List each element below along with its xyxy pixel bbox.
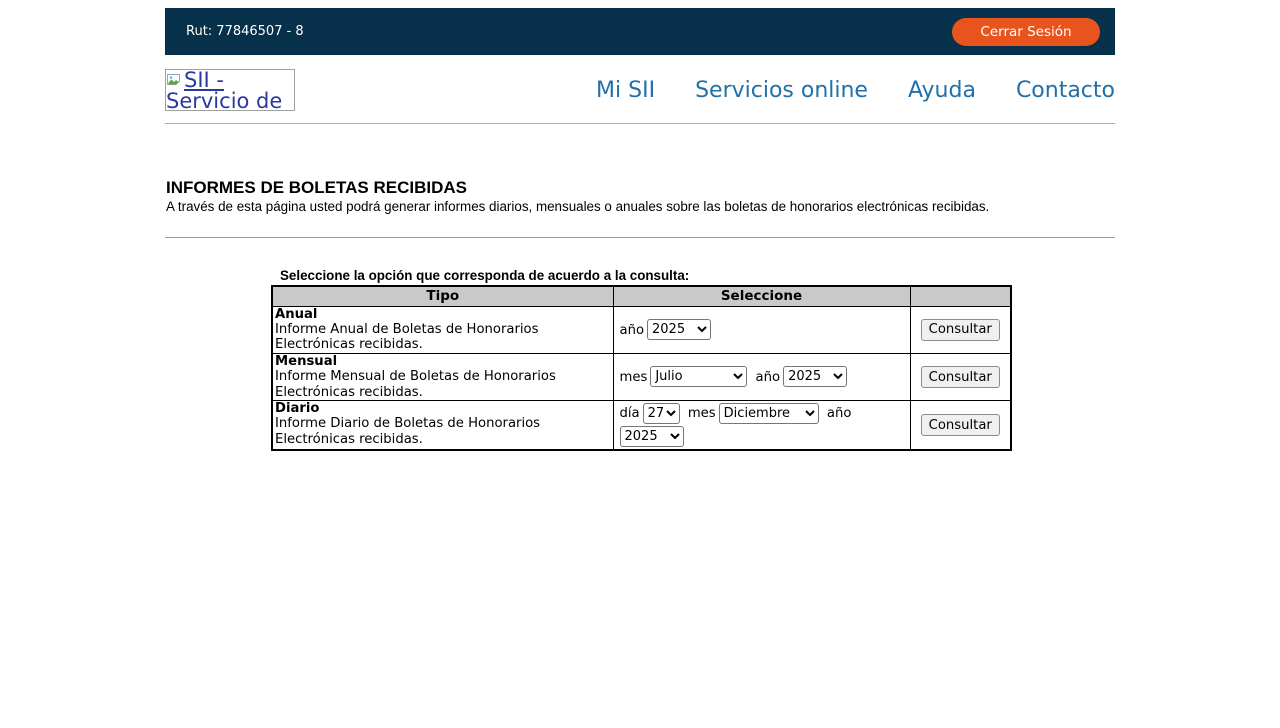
section-divider xyxy=(165,237,1115,238)
sii-logo-link[interactable] xyxy=(165,69,295,111)
nav-link-ayuda[interactable]: Ayuda xyxy=(907,77,976,103)
table-row-anual xyxy=(272,306,1011,353)
mensual-month-select[interactable] xyxy=(650,366,747,387)
month-label: mes xyxy=(687,406,716,422)
consultar-mensual-button[interactable]: Consultar xyxy=(921,366,1000,388)
row-description: Informe Mensual de Boletas de Honorarios Electrónicas recibidas. xyxy=(275,369,556,400)
consultar-diario-button[interactable]: Consultar xyxy=(921,414,1000,436)
diario-month-select[interactable] xyxy=(719,403,819,424)
month-label: mes xyxy=(619,369,648,385)
top-session-bar xyxy=(165,8,1115,55)
column-header-seleccione: Seleccione xyxy=(613,286,910,306)
year-label: año xyxy=(619,322,645,338)
diario-day-select[interactable] xyxy=(643,403,680,424)
report-options-table xyxy=(271,285,1012,451)
rut-text: Rut: 77846507 - 8 xyxy=(186,24,304,39)
row-type-label: Anual xyxy=(275,306,318,322)
page-container xyxy=(165,8,1115,451)
nav-link-servicios-online[interactable]: Servicios online xyxy=(695,77,868,103)
row-description: Informe Diario de Boletas de Honorarios Electrónicas recibidas. xyxy=(275,416,541,447)
logo-alt-text: SII - Servicio de xyxy=(166,69,283,111)
row-type-label: Diario xyxy=(275,400,320,416)
form-caption: Seleccione la opción que corresponda de acuerdo a la consulta: xyxy=(280,268,690,283)
nav-link-contacto[interactable]: Contacto xyxy=(1015,77,1115,103)
day-label: día xyxy=(619,406,640,422)
diario-year-select[interactable] xyxy=(620,426,684,447)
table-row-mensual xyxy=(272,353,1011,400)
row-description: Informe Anual de Boletas de Honorarios Electrónicas recibidas. xyxy=(275,321,539,353)
column-header-tipo: Tipo xyxy=(272,286,613,306)
year-label: año xyxy=(755,369,781,385)
column-header-empty xyxy=(910,286,1011,306)
page-subtitle: A través de esta página usted podrá generar informes diarios, mensuales o anuales sobre las boletas de honorarios electrónicas recibidas. xyxy=(166,199,990,214)
logout-button[interactable]: Cerrar Sesión xyxy=(952,18,1100,46)
year-label: año xyxy=(826,406,852,422)
mensual-year-select[interactable] xyxy=(783,366,847,387)
nav-link-mi-sii[interactable]: Mi SII xyxy=(596,77,656,103)
main-nav xyxy=(596,78,1115,103)
table-header-row xyxy=(272,286,1011,306)
page-title: INFORMES DE BOLETAS RECIBIDAS xyxy=(166,178,467,197)
row-type-label: Mensual xyxy=(275,353,338,369)
consultar-anual-button[interactable]: Consultar xyxy=(921,319,1000,341)
header-row xyxy=(165,55,1115,124)
anual-year-select[interactable] xyxy=(647,319,711,340)
table-row-diario xyxy=(272,400,1011,450)
